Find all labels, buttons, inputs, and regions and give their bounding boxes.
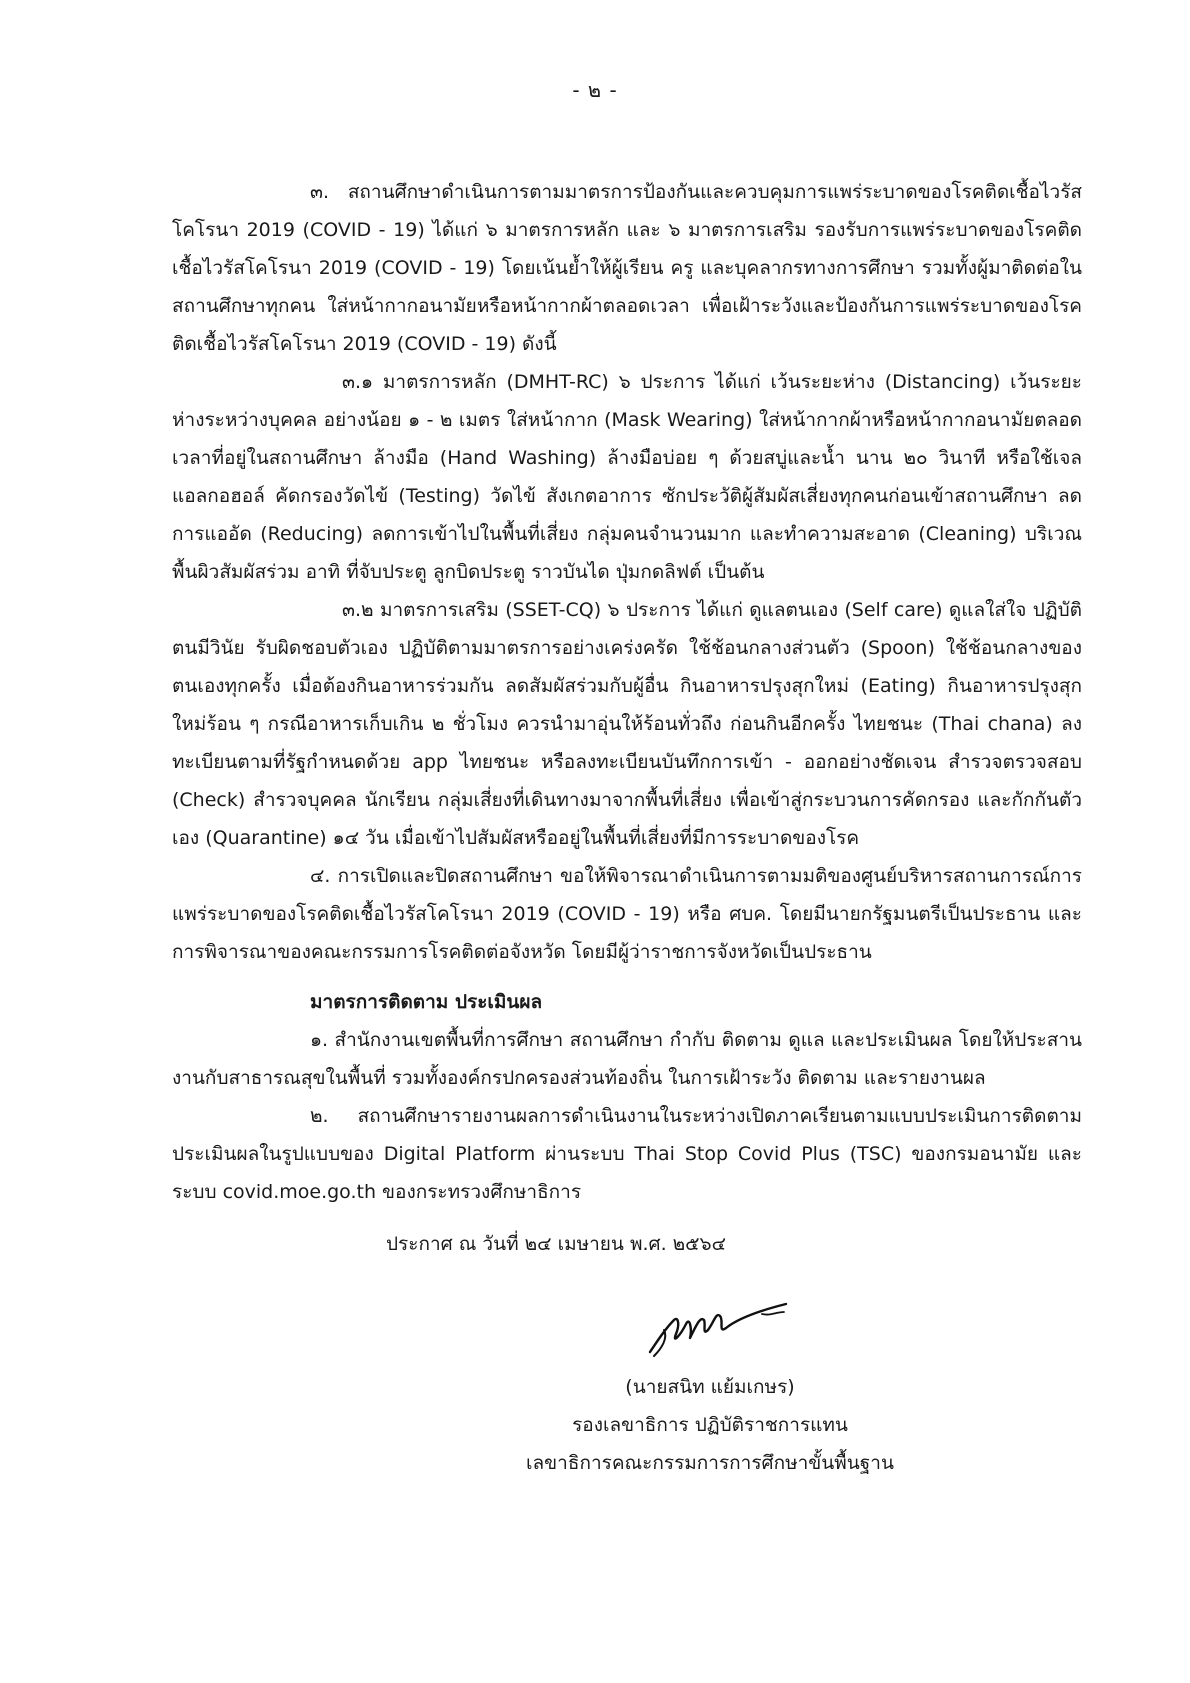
signatory-position: รองเลขาธิการ ปฏิบัติราชการแทน: [572, 1414, 848, 1436]
monitoring-heading: มาตรการติดตาม ประเมินผล: [310, 991, 543, 1013]
paragraph-3: ๓. สถานศึกษาดำเนินการตามมาตรการป้องกันและควบคุมการแพร่ระบาดของโรคติดเชื้อไวรัสโคโรนา 2019 (COVID - 19) ได้แก่ ๖ มาตรการหลัก และ ๖ มาตรการเสริม รองรับการแพร่ระบาดของโรคติดเชื้อไวรัสโคโรนา 2019 (COVID - 19) โดยเน้นย้ำให้ผู้เรียน ครู และบุคลากรทางการศึกษา รวมทั้งผู้มาติดต่อในสถานศึกษาทุกคน ใส่หน้ากากอนามัยหรือหน้ากากผ้าตลอดเวลา เพื่อเฝ้าระวังและป้องกันการแพร่ระบาดของโรคติดเชื้อไวรัสโคโรนา 2019 (COVID - 19) ดังนี้: [172, 181, 1082, 355]
handwritten-signature: [644, 1290, 794, 1362]
paragraph-3-2: ๓.๒ มาตรการเสริม (SSET-CQ) ๖ ประการ ได้แก่ ดูแลตนเอง (Self care) ดูแลใส่ใจ ปฏิบัติตนมีวินัย รับผิดชอบตัวเอง ปฏิบัติตามมาตรการอย่างเคร่งครัด ใช้ช้อนกลางส่วนตัว (Spoon) ใช้ช้อนกลางของตนเองทุกครั้ง เมื่อต้องกินอาหารร่วมกัน ลดสัมผัสร่วมกับผู้อื่น กินอาหารปรุงสุกใหม่ (Eating) กินอาหารปรุงสุกใหม่ร้อน ๆ กรณีอาหารเก็บเกิน ๒ ชั่วโมง ควรนำมาอุ่นให้ร้อนทั่วถึง ก่อนกินอีกครั้ง ไทยชนะ (Thai chana) ลงทะเบียนตามที่รัฐกำหนดด้วย app ไทยชนะ หรือลงทะเบียนบันทึกการเข้า - ออกอย่างชัดเจน สำรวจตรวจสอบ (Check) สำรวจบุคคล นักเรียน กลุ่มเสี่ยงที่เดินทางมาจากพื้นที่เสี่ยง เพื่อเข้าสู่กระบวนการคัดกรอง และกักกันตัวเอง (Quarantine) ๑๔ วัน เมื่อเข้าไปสัมผัสหรืออยู่ในพื้นที่เสี่ยงที่มีการระบาดของโรค: [172, 599, 1082, 849]
signature-block: [450, 1290, 970, 1482]
page-number: - ๒ -: [572, 78, 618, 102]
signatory-name: (นายสนิท แย้มเกษร): [625, 1376, 795, 1398]
monitoring-item-2: ๒. สถานศึกษารายงานผลการดำเนินงานในระหว่างเปิดภาคเรียนตามแบบประเมินการติดตามประเมินผลในรูปแบบของ Digital Platform ผ่านระบบ Thai Stop Covid Plus (TSC) ของกรมอนามัย และระบบ covid.moe.go.th ของกระทรวงศึกษาธิการ: [172, 1105, 1082, 1203]
signatory-office: เลขาธิการคณะกรรมการการศึกษาขั้นพื้นฐาน: [526, 1452, 894, 1474]
announcement-date: ประกาศ ณ วันที่ ๒๔ เมษายน พ.ศ. ๒๕๖๔: [386, 1233, 726, 1255]
paragraph-3-1: ๓.๑ มาตรการหลัก (DMHT-RC) ๖ ประการ ได้แก่ เว้นระยะห่าง (Distancing) เว้นระยะห่างระหว่างบุคคล อย่างน้อย ๑ - ๒ เมตร ใส่หน้ากาก (Mask Wearing) ใส่หน้ากากผ้าหรือหน้ากากอนามัยตลอดเวลาที่อยู่ในสถานศึกษา ล้างมือ (Hand Washing) ล้างมือบ่อย ๆ ด้วยสบู่และน้ำ นาน ๒๐ วินาที หรือใช้เจลแอลกอฮอล์ คัดกรองวัดไข้ (Testing) วัดไข้ สังเกตอาการ ซักประวัติผู้สัมผัสเสี่ยงทุกคนก่อนเข้าสถานศึกษา ลดการแออัด (Reducing) ลดการเข้าไปในพื้นที่เสี่ยง กลุ่มคนจำนวนมาก และทำความสะอาด (Cleaning) บริเวณพื้นผิวสัมผัสร่วม อาทิ ที่จับประตู ลูกบิดประตู ราวบันได ปุ่มกดลิฟต์ เป็นต้น: [172, 371, 1082, 583]
paragraph-4: ๔. การเปิดและปิดสถานศึกษา ขอให้พิจารณาดำเนินการตามมติของศูนย์บริหารสถานการณ์การแพร่ระบาดของโรคติดเชื้อไวรัสโคโรนา 2019 (COVID - 19) หรือ ศบค. โดยมีนายกรัฐมนตรีเป็นประธาน และการพิจารณาของคณะกรรมการโรคติดต่อจังหวัด โดยมีผู้ว่าราชการจังหวัดเป็นประธาน: [172, 865, 1082, 963]
monitoring-item-1: ๑. สำนักงานเขตพื้นที่การศึกษา สถานศึกษา กำกับ ติดตาม ดูแล และประเมินผล โดยให้ประสานงานกับสาธารณสุขในพื้นที่ รวมทั้งองค์กรปกครองส่วนท้องถิ่น ในการเฝ้าระวัง ติดตาม และรายงานผล: [172, 1029, 1082, 1089]
document-body: [172, 173, 1082, 1263]
